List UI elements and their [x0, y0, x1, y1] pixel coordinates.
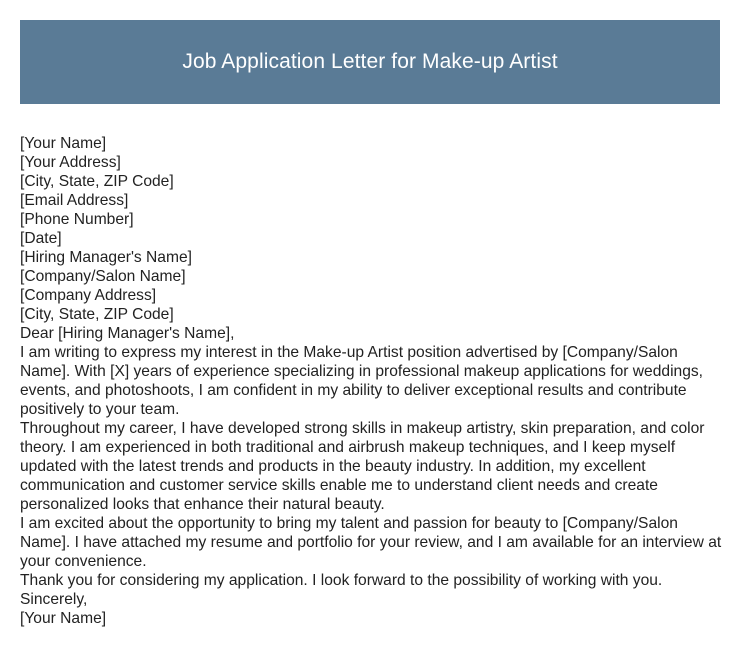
letter-body [20, 134, 725, 628]
sender-name: [Your Name] [20, 135, 107, 152]
closing: Sincerely, [20, 591, 88, 608]
sender-address: [Your Address] [20, 154, 121, 171]
recipient-name: [Hiring Manager's Name] [20, 249, 192, 266]
salutation: Dear [Hiring Manager's Name], [20, 325, 235, 342]
recipient-city: [City, State, ZIP Code] [20, 306, 174, 323]
letter-date: [Date] [20, 230, 62, 247]
paragraph-opportunity: I am excited about the opportunity to bring my talent and passion for beauty to [Company/Salon Name]. I have attached my resume and portfolio for your review, and I am available for an interview at your convenience. [20, 515, 722, 570]
recipient-address: [Company Address] [20, 287, 157, 304]
sender-phone: [Phone Number] [20, 211, 134, 228]
sender-email: [Email Address] [20, 192, 129, 209]
title-banner [20, 20, 720, 104]
page-title: Job Application Letter for Make-up Artist [182, 50, 558, 73]
sender-city: [City, State, ZIP Code] [20, 173, 174, 190]
signature: [Your Name] [20, 610, 107, 627]
paragraph-thanks: Thank you for considering my application. I look forward to the possibility of working with you. [20, 572, 663, 589]
paragraph-intro: I am writing to express my interest in the Make-up Artist position advertised by [Company/Salon Name]. With [X] years of experience specializing in professional makeup applications for weddings, events, and photoshoots, I am confident in my ability to deliver exceptional results and contribute positively to your team. [20, 344, 704, 418]
paragraph-experience: Throughout my career, I have developed strong skills in makeup artistry, skin preparation, and color theory. I am experienced in both traditional and airbrush makeup techniques, and I keep myself updated with the latest trends and products in the beauty industry. In addition, my excellent communication and customer service skills enable me to understand client needs and create personalized looks that enhance their natural beauty. [20, 420, 705, 513]
recipient-company: [Company/Salon Name] [20, 268, 186, 285]
